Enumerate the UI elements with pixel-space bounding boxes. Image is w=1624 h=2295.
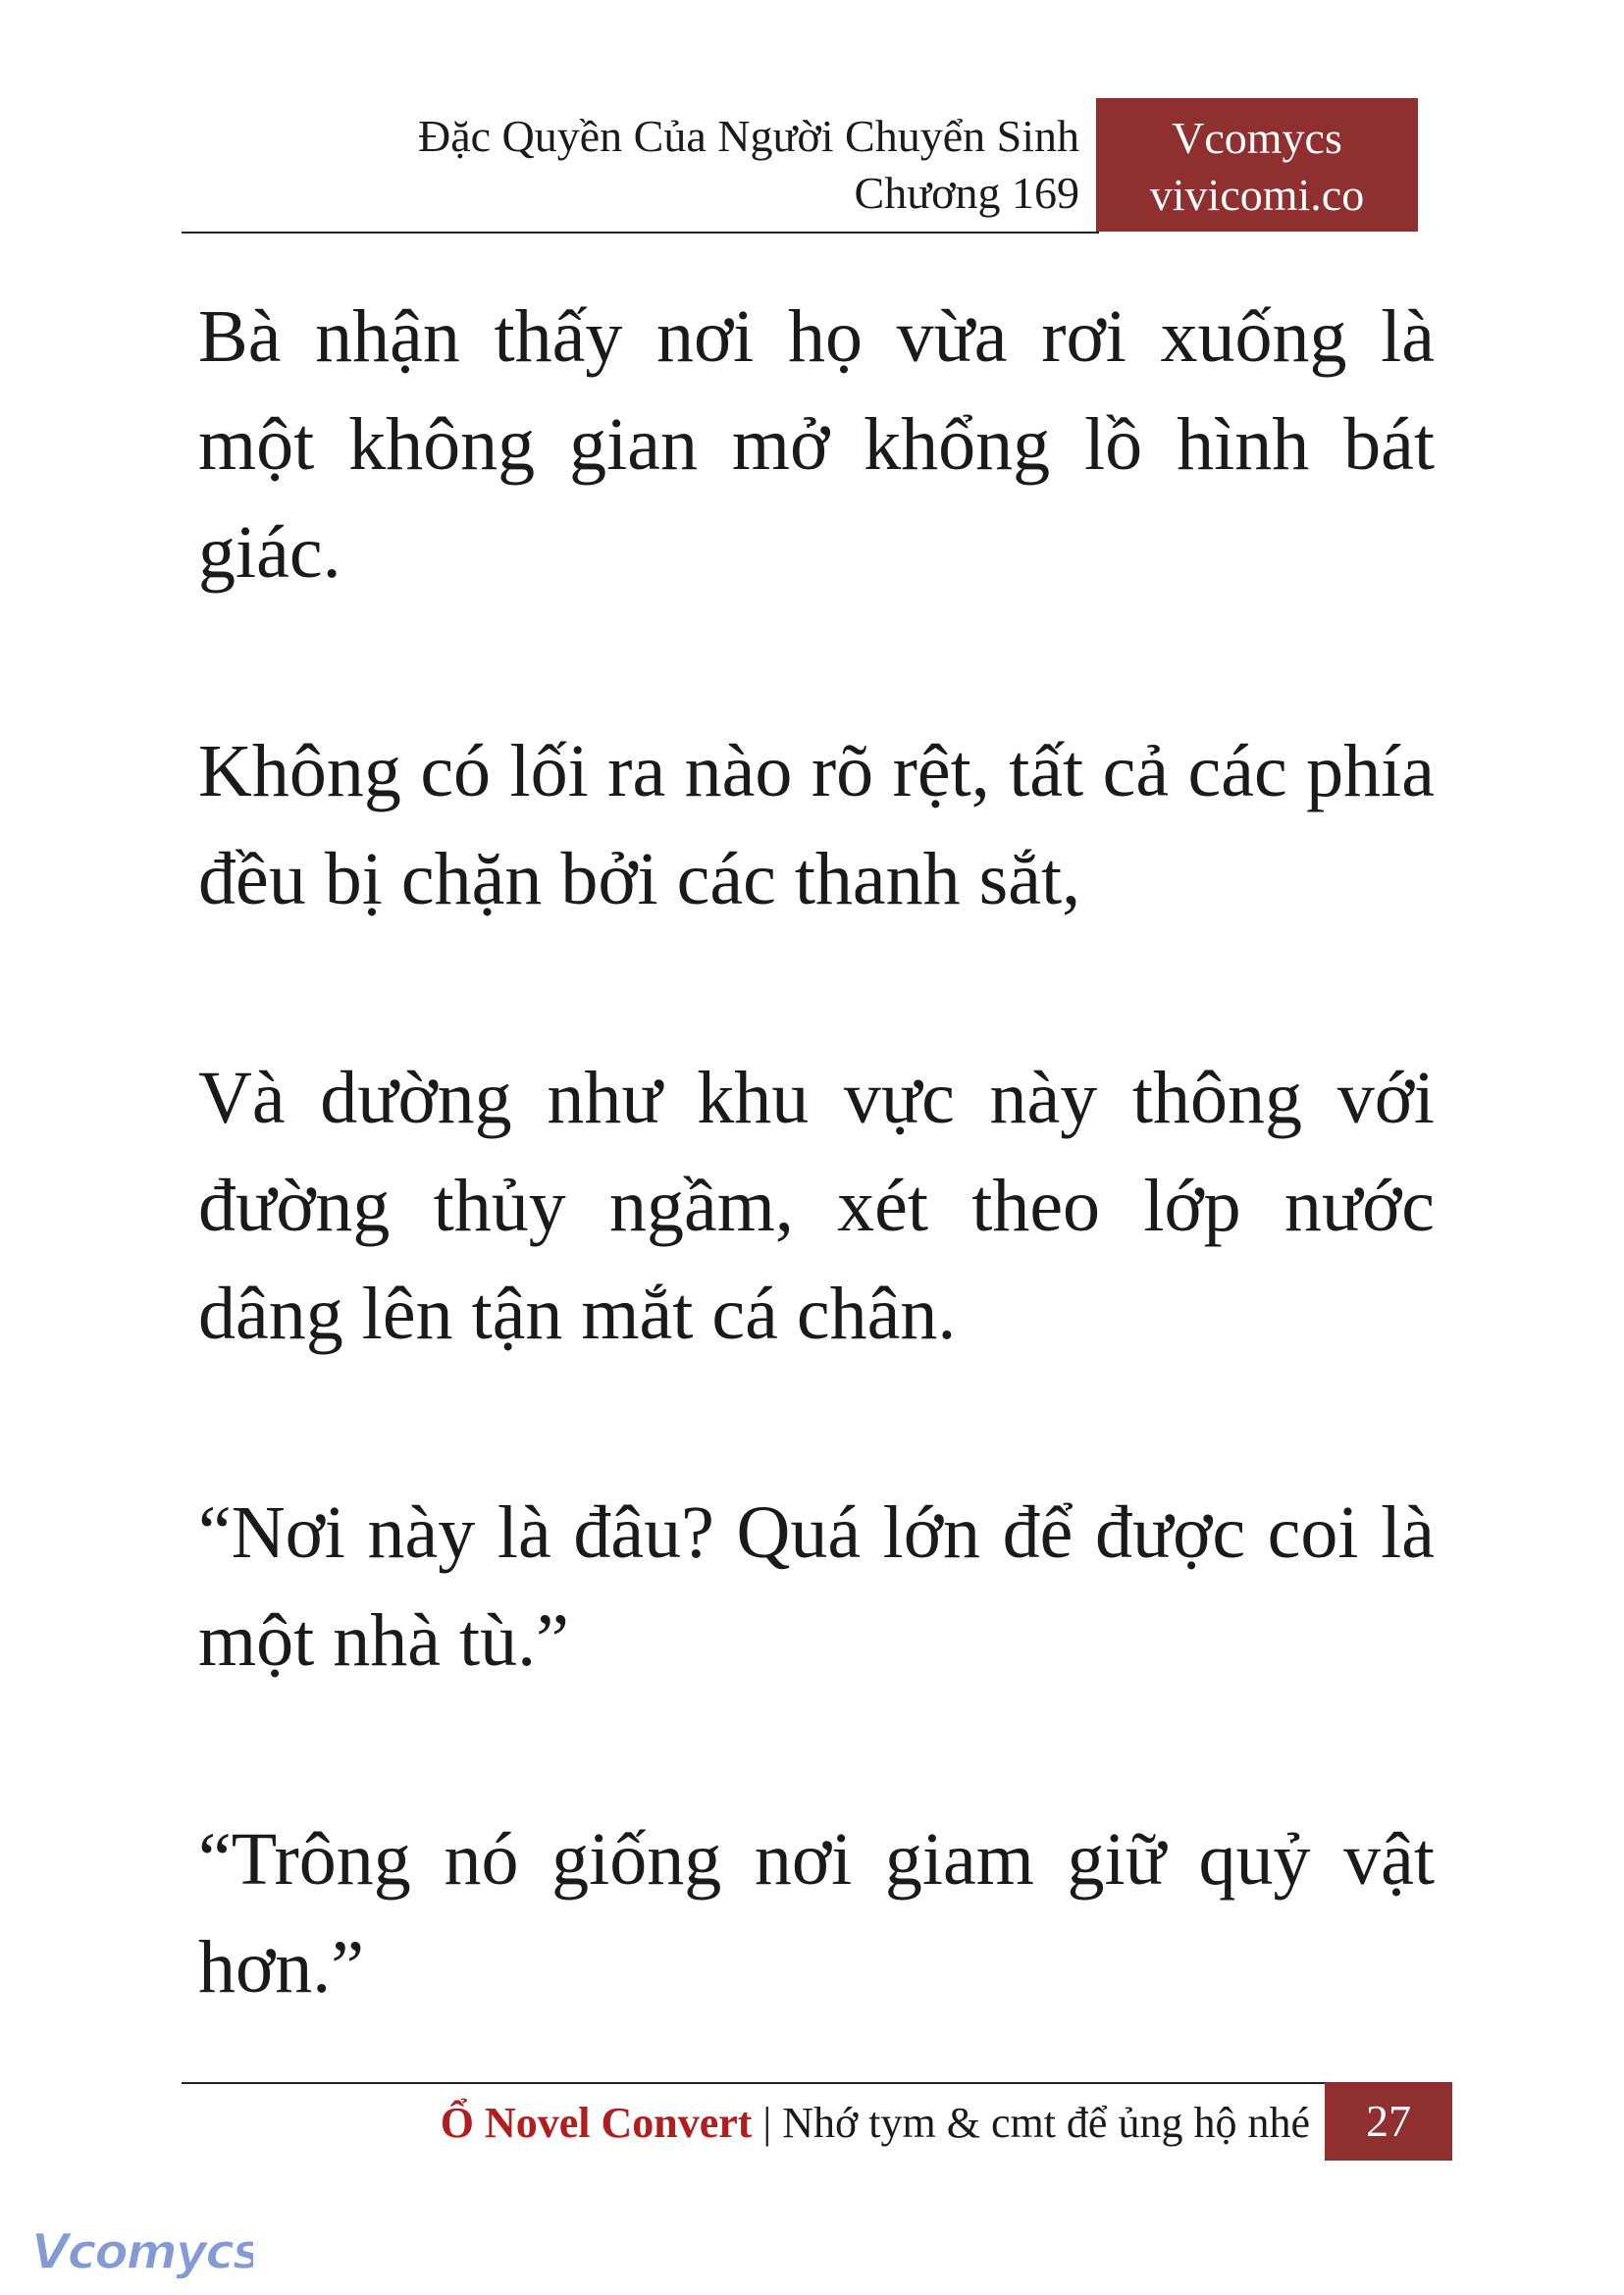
paragraph: Và dường như khu vực này thông với đường thủy ngầm, xét theo lớp nước dâng lên tận mắt cá chân. <box>198 1057 1435 1355</box>
paragraph: “Trông nó giống nơi giam giữ quỷ vật hơn.” <box>198 1818 1435 2008</box>
footer-message: Nhớ tym & cmt để ủng hộ nhé <box>782 2099 1310 2147</box>
header-title-block <box>418 108 1079 222</box>
watermark-text: Vcomycs <box>31 2223 253 2280</box>
page-header <box>182 98 1418 234</box>
watermark-logo-icon <box>27 2219 253 2284</box>
page-number: 27 <box>1325 2082 1452 2161</box>
chapter-label: Chương 169 <box>854 168 1079 218</box>
paragraph: Không có lối ra nào rõ rệt, tất cả các phía đều bị chặn bởi các thanh sắt, <box>198 730 1435 920</box>
footer-text <box>441 2094 1310 2153</box>
footer-divider <box>182 2082 1325 2084</box>
page-footer <box>182 2082 1452 2161</box>
watermark-logo <box>27 2219 253 2284</box>
paragraph: “Nơi này là đâu? Quá lớn để được coi là một nhà tù.” <box>198 1491 1435 1682</box>
badge-site-name: Vcomycs <box>1172 113 1342 163</box>
badge-site-url: vivicomi.co <box>1149 170 1365 220</box>
chapter-text <box>198 283 1435 2132</box>
site-badge <box>1096 98 1418 232</box>
header-divider <box>182 232 1099 234</box>
footer-separator: | <box>752 2099 783 2147</box>
footer-brand: Ổ Novel Convert <box>440 2099 753 2147</box>
paragraph: Bà nhận thấy nơi họ vừa rơi xuống là một không gian mở khổng lồ hình bát giác. <box>198 295 1435 594</box>
book-title: Đặc Quyền Của Người Chuyển Sinh <box>417 111 1079 161</box>
